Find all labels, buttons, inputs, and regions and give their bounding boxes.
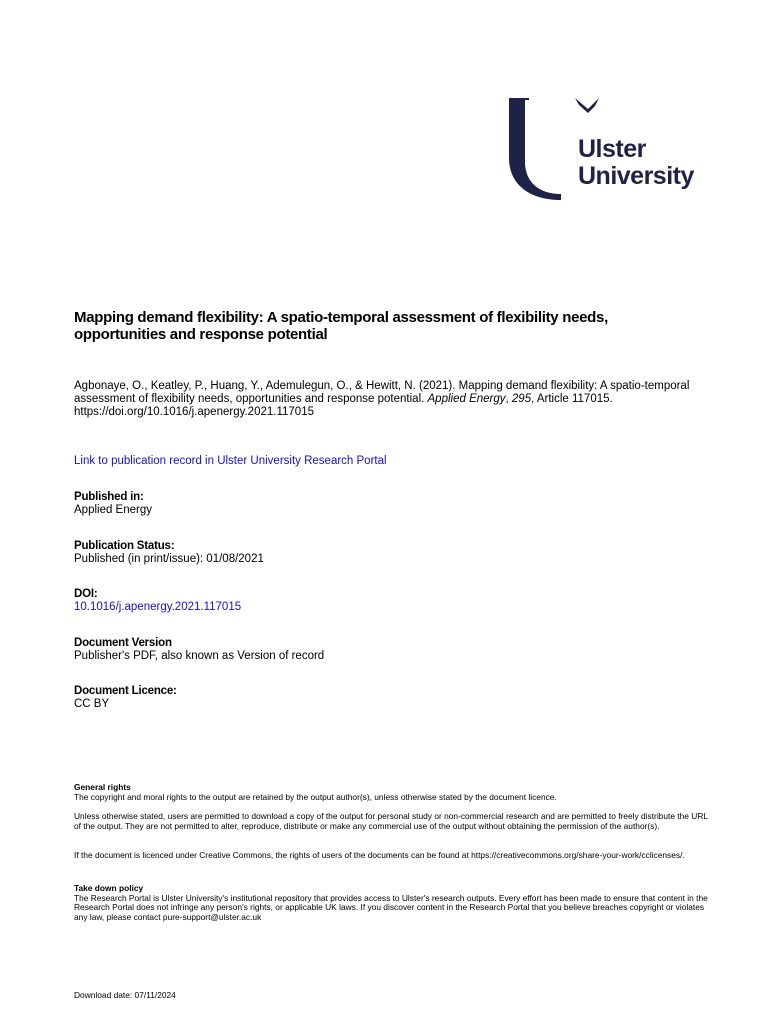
citation-journal: Applied Energy (427, 393, 506, 405)
field-document-licence (74, 685, 177, 711)
field-value: Applied Energy (74, 504, 152, 516)
field-label: Document Version (74, 637, 172, 649)
logo-line1: Ulster (578, 135, 646, 163)
field-published-in (74, 491, 152, 517)
document-title: Mapping demand flexibility: A spatio-temporal assessment of flexibility needs, opportunities and response potential (74, 309, 608, 343)
field-value: Published (in print/issue): 01/08/2021 (74, 553, 264, 565)
logo-wordmark (578, 136, 694, 190)
portal-link[interactable]: Link to publication record in Ulster University Research Portal (74, 455, 387, 467)
general-rights-p3: If the document is licenced under Creative Commons, the rights of users of the documents can be found at https://creativecommons.org/share-your-work/cclicenses/. (74, 850, 685, 860)
citation: Agbonaye, O., Keatley, P., Huang, Y., Ademulegun, O., & Hewitt, N. (2021). Mapping demand flexibility: A spatio-temporal assessment of flexibility needs, opportunities and response potential. Applied Energy, 295, Article 117015. https://doi.org/10.1016/j.apenergy.2021.117015 (74, 380, 690, 418)
general-rights-p1: The copyright and moral rights to the output are retained by the output author(s), unless otherwise stated by the document licence. (74, 791, 557, 802)
logo-line2: University (578, 162, 694, 190)
doi-link[interactable]: 10.1016/j.apenergy.2021.117015 (74, 601, 242, 613)
field-document-version (74, 637, 324, 663)
field-label: Published in: (74, 491, 144, 503)
general-rights (74, 783, 714, 802)
general-rights-p3-block (74, 851, 714, 861)
takedown-heading: Take down policy (74, 883, 144, 893)
takedown-text: The Research Portal is Ulster University's institutional repository that provides access to Ulster's research outputs. Every effort has been made to ensure that content in the Research Portal does not infringe any person's rights, or applicable UK laws. If you discover content in the Research Portal that you believe breaches copyright or violates any law, please contact pure-support@ulster.ac.uk (74, 892, 708, 922)
download-date: Download date: 07/11/2024 (74, 990, 176, 1000)
field-label: DOI: (74, 588, 98, 600)
citation-volume: 295 (511, 393, 532, 405)
general-rights-heading: General rights (74, 782, 131, 792)
field-doi (74, 588, 241, 614)
field-publication-status (74, 540, 264, 566)
takedown-policy (74, 884, 714, 922)
citation-text: Agbonaye, O., Keatley, P., Huang, Y., Ademulegun, O., & Hewitt, N. (2021). Mapping demand flexibility: A spatio-temporal assessment of flexibility needs, opportunities and response potential. (74, 380, 690, 405)
field-label: Document Licence: (74, 685, 177, 697)
general-rights-p2-block (74, 812, 714, 831)
general-rights-p2: Unless otherwise stated, users are permitted to download a copy of the output for personal study or non-commercial research and are permitted to freely distribute the URL of the output. They are not permitted to alter, reproduce, distribute or make any commercial use of the output without obtaining the permission of the author(s). (74, 811, 708, 831)
citation-rest: , Article 117015. https://doi.org/10.1016/j.apenergy.2021.117015 (74, 393, 613, 418)
field-value: Publisher's PDF, also known as Version of record (74, 650, 325, 662)
field-label: Publication Status: (74, 540, 175, 552)
field-value: CC BY (74, 698, 110, 710)
